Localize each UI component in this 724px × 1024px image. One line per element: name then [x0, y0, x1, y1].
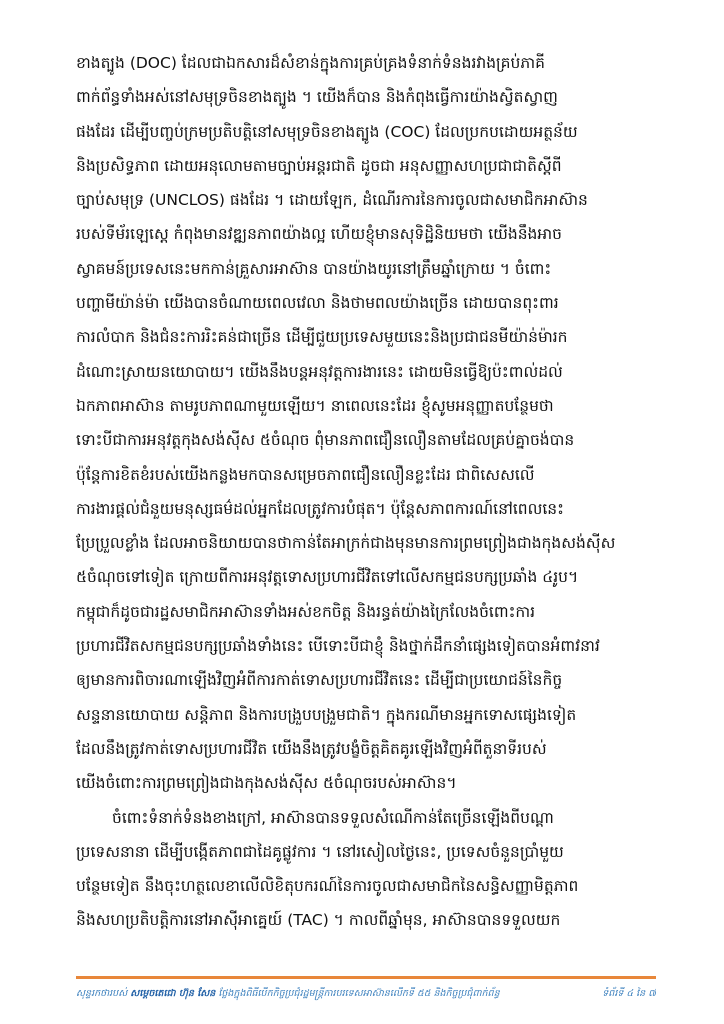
text-line: កម្ពុជាក៏ដូចជារដ្ឋសមាជិកអាស៊ានទាំងអស់ខកចិត្ត និងរន្ធត់យ៉ាងក្រៃលែងចំពោះការ: [76, 602, 536, 621]
text-line: ដំណោះស្រាយនយោបាយ។ យើងនឹងបន្តអនុវត្តការងារនេះ ដោយមិនធ្វើឱ្យប៉ះពាល់ដល់: [76, 362, 563, 381]
text-line: ដែលនឹងត្រូវកាត់ទោសប្រហារជីវិត យើងនឹងត្រូវបង្ខំចិត្តគិតគូរឡើងវិញអំពីតួនាទីរបស់: [76, 739, 547, 758]
paragraph: [76, 801, 656, 938]
text-line: និងប្រសិទ្ធភាព ដោយអនុលោមតាមច្បាប់អន្តរជាតិ ដូចជា អនុសញ្ញាសហប្រជាជាតិស្តីពី: [76, 156, 562, 175]
text-line: ប្រហារជីវិតសកម្មជនបក្សប្រឆាំងទាំងនេះ បើទោះបីជាខ្ញុំ និងថ្នាក់ដឹកនាំផ្សេងទៀតបានអំពាវនាវ: [76, 637, 600, 656]
text-line: ពាក់ព័ន្ធទាំងអស់នៅសមុទ្រចិនខាងត្បូង ។ យើងក៏បាន និងកំពុងធ្វើការយ៉ាងស្វិតស្វាញ: [76, 88, 558, 107]
paragraph: [76, 46, 656, 801]
text-line: ៥ចំណុចទៅទៀត ក្រោយពីការអនុវត្តទោសប្រហារជីវិតទៅលើសកម្មជនបក្សប្រឆាំង ៤រូប។: [76, 568, 579, 587]
speech-body: [76, 46, 656, 938]
footer-speaker: សម្តេចតេជោ ហ៊ុន សែន: [130, 988, 216, 999]
text-line: ខាងត្បូង (DOC) ដែលជាឯកសារដ៏សំខាន់ក្នុងការគ្រប់គ្រងទំនាក់ទំនងរវាងគ្រប់ភាគី: [76, 54, 545, 72]
text-line: ផងដែរ ដើម្បីបញ្ចប់ក្រមប្រតិបត្តិនៅសមុទ្រចិនខាងត្បូង (COC) ដែលប្រកបដោយអត្ថន័យ: [76, 122, 578, 141]
text-line: ការលំបាក និងជំនះការរិះគន់ជាច្រើន ដើម្បីជួយប្រទេសមួយនេះនិងប្រជាជនមីយ៉ាន់ម៉ារក: [76, 328, 568, 347]
text-line: បញ្ហាមីយ៉ាន់ម៉ា យើងបានចំណាយពេលវេលា និងថាមពលយ៉ាងច្រើន ដោយបានពុះពារ: [76, 294, 559, 313]
footer-caption: [76, 987, 500, 1001]
text-line: ឯកភាពអាស៊ាន តាមរូបភាពណាមួយឡើយ។ នាពេលនេះដែរ ខ្ញុំសូមអនុញ្ញាតបន្ថែមថា: [76, 396, 554, 415]
page-footer: [76, 984, 656, 1004]
text-line: យើងចំពោះការព្រមព្រៀងជាងកុងសង់ស៊ីស ៥ចំណុចរបស់អាស៊ាន។: [76, 774, 457, 793]
text-line: ទោះបីជាការអនុវត្តកុងសង់ស៊ីស ៥ចំណុច ពុំមានភាពជឿនលឿនតាមដែលគ្រប់គ្នាចង់បាន: [76, 431, 575, 450]
text-line: បន្ថែមទៀត នឹងចុះហត្ថលេខាលើលិខិតុបករណ៍នៃការចូលជាសមាជិកនៃសន្ធិសញ្ញាមិត្តភាព: [76, 877, 579, 896]
page-number: ទំព័រទី ៤ នៃ ៧: [602, 988, 656, 999]
text-line: ឲ្យមានការពិចារណាឡើងវិញអំពីការកាត់ទោសប្រហារជីវិតនេះ ដើម្បីជាប្រយោជន៍នៃកិច្ច: [76, 671, 563, 690]
text-line: ការងារផ្តល់ជំនួយមនុស្សធម៌ដល់អ្នកដែលត្រូវការបំផុត។ ប៉ុន្តែសភាពការណ៍នៅពេលនេះ: [76, 499, 564, 518]
text-line: ប្រទេសនានា ដើម្បីបង្កើតភាពជាដៃគូផ្លូវការ ។ នៅរសៀលថ្ងៃនេះ, ប្រទេសចំនួនប្រាំមួយ: [76, 842, 564, 861]
text-line: ស្វាគមន៍ប្រទេសនេះមកកាន់គ្រួសារអាស៊ាន បានយ៉ាងយូរនៅត្រឹមឆ្នាំក្រោយ ។ ចំពោះ: [76, 259, 552, 278]
text-line: ប្រែប្រួលខ្លាំង ដែលអាចនិយាយបានថាកាន់តែអាក្រក់ជាងមុនមានការព្រមព្រៀងជាងកុងសង់ស៊ីស: [76, 534, 616, 553]
text-line: ច្បាប់សមុទ្រ (UNCLOS) ផងដែរ ។ ដោយឡែក, ដំណើរការនៃការចូលជាសមាជិកអាស៊ាន: [76, 191, 588, 210]
text-line: សន្ទនានយោបាយ សន្តិភាព និងការបង្រួបបង្រួមជាតិ។ ក្នុងករណីមានអ្នកទោសផ្សេងទៀត: [76, 705, 577, 724]
footer-divider: [76, 976, 656, 979]
text-line: និងសហប្រតិបត្តិការនៅអាស៊ីអាគ្នេយ៍ (TAC) ។ កាលពីឆ្នាំមុន, អាស៊ានបានទទួលយក: [76, 911, 561, 930]
text-line: របស់ទីម័រឡេស្តេ កំពុងមានវឌ្ឍនភាពយ៉ាងល្អ ហើយខ្ញុំមានសុទិដ្ឋិនិយមថា យើងនឹងអាច: [76, 225, 562, 244]
footer-event: ថ្លែងក្នុងពិធីបើកកិច្ចប្រជុំរដ្ឋមន្ត្រីការបរទេសអាស៊ានលើកទី ៥៥ និងកិច្ចប្រជុំពាក់ព័ន្ធ: [218, 988, 500, 999]
text-line: ប៉ុន្តែការខិតខំរបស់យើងកន្លងមកបានសម្រេចភាពជឿនលឿនខ្លះដែរ ជាពិសេសលើ: [76, 465, 535, 484]
footer-prefix: សុន្ទរកថារបស់: [76, 988, 128, 999]
text-line: ចំពោះទំនាក់ទំនងខាងក្រៅ, អាស៊ានបានទទួលសំណើកាន់តែច្រើនឡើងពីបណ្តា: [112, 808, 554, 827]
